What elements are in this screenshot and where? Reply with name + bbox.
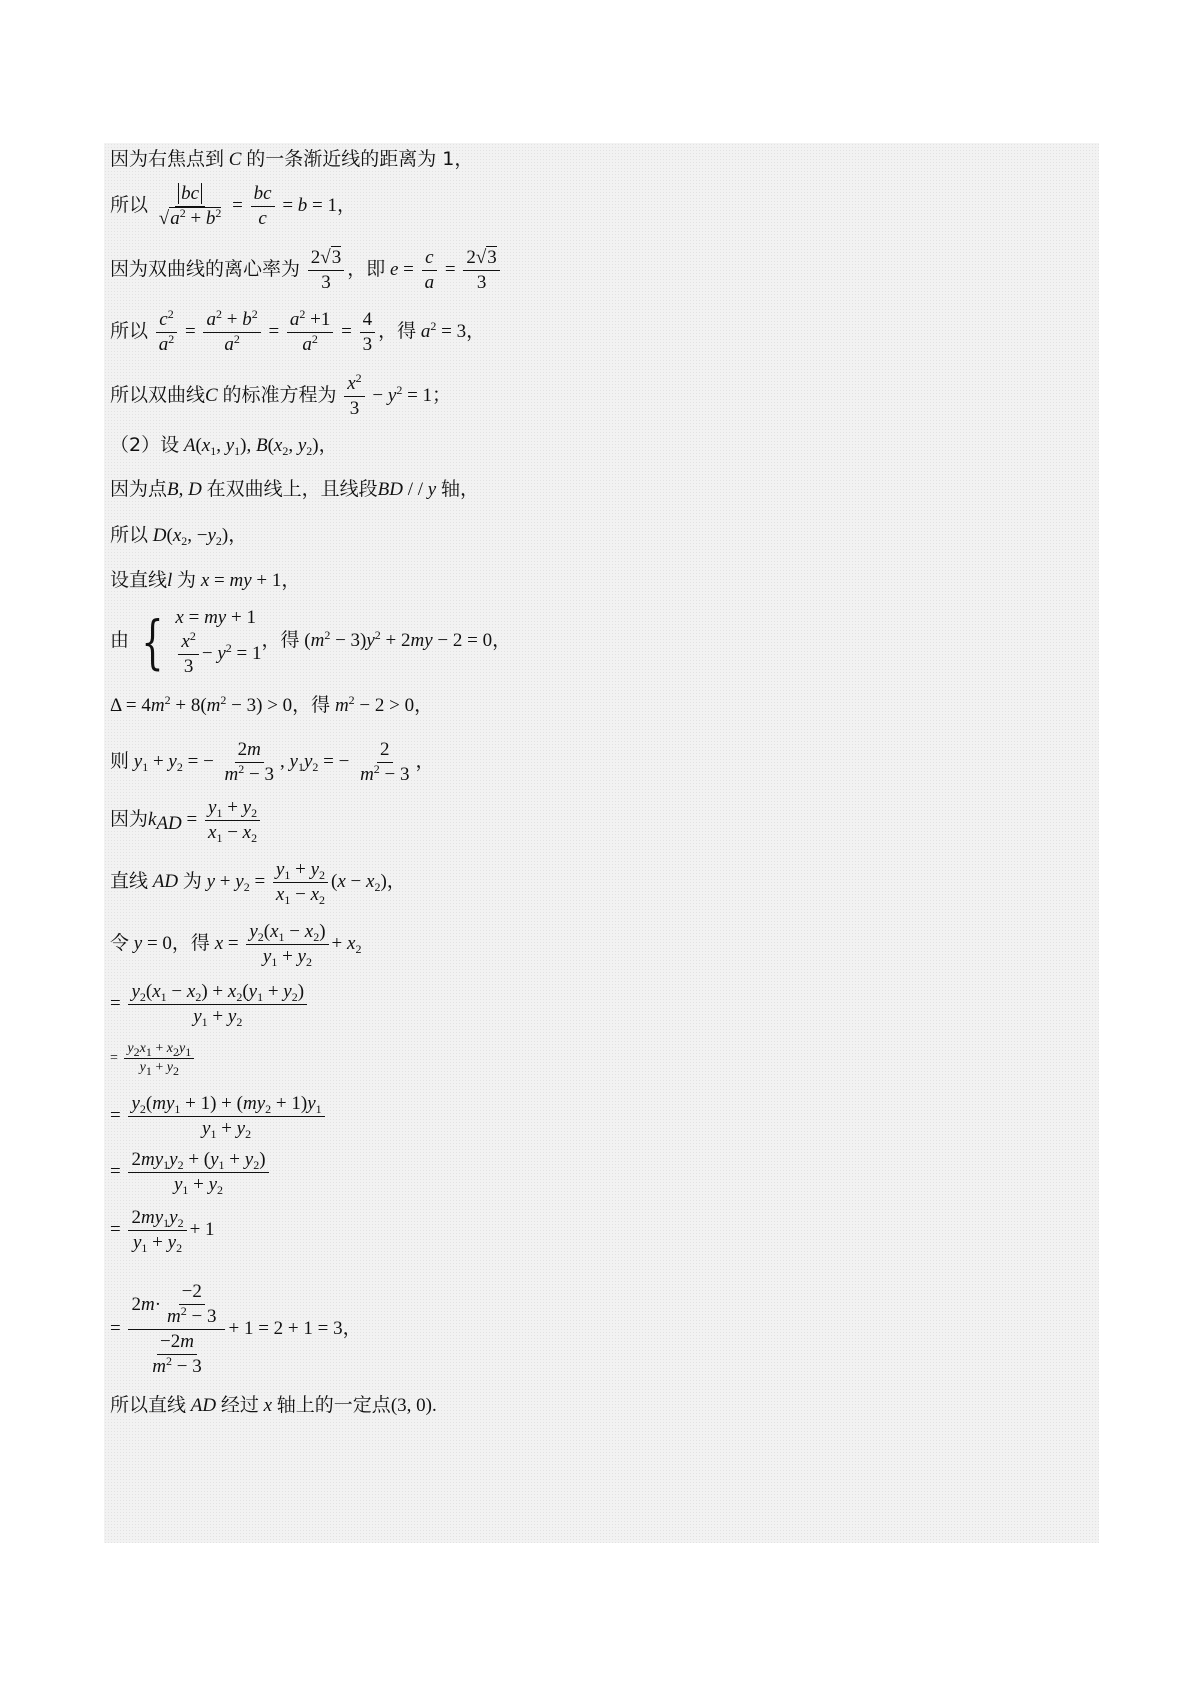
line-21: = 2 m · $\frac{-2}{m^2 - 3}$ $\frac{-2m}{m^2 - 3}$ + 1 = 2 + 1 = 3，	[110, 1281, 362, 1377]
fraction-step-1: $\frac{y_2(x_1 - x_2) + x_2(y_1 + y_2)}{y_1 + y_2}$	[128, 981, 307, 1028]
line-5: 所以双曲线C 的标准方程为 $\frac{x^2}{3}$ − $y^2 = 1$；	[110, 371, 452, 419]
fraction-a21-over-a2: $\frac{a^2 +1}{a^2}$	[287, 309, 333, 356]
text-comma-6: ，	[318, 434, 338, 456]
line-15: 令 y = 0，得 x = $\frac{y_2(x_1 - x_2)}{y_1 + y_2}$ + $x_2$	[110, 921, 362, 969]
fraction-2m-over-m23: $\frac{2m}{m^2 - 3}$	[224, 739, 274, 785]
text-part2: （2）设	[110, 434, 180, 456]
line-4: 所以 $\frac{c^2}{a^2}$ = $\frac{a^2 + b^2}{a^2}$ = $\frac{a^2 +1}{a^2}$ = $\frac{4}{3}$ ，得 $a^2 = 3$，	[110, 307, 486, 355]
text-get-4: ，得	[171, 931, 210, 954]
line-7: 因为点B, D 在双曲线上，且线段BD / / y 轴，	[110, 478, 479, 500]
text-parallel-axis: 轴，	[440, 478, 479, 500]
solution-content	[104, 143, 1099, 1543]
text-is: 为	[177, 569, 197, 591]
fraction-a2b2-over-a2: $\frac{a^2 + b^2}{a^2}$	[203, 309, 260, 356]
text-get-3: ，得	[292, 694, 331, 716]
fraction-bc-over-c: $\frac{bc}{c}$	[251, 183, 275, 230]
line-14: 直线 AD 为 $y + y_2$ = $\frac{y_1 + y_2}{x_1 - x_2}$ $(x - x_2)$，	[110, 859, 406, 907]
text-std-eq: 所以双曲线	[110, 383, 206, 406]
fraction-2sqrt3-over-3-b: $\frac{2√3}{3}$	[463, 247, 499, 294]
text-from: 由	[110, 628, 130, 651]
text-comma-12: ，	[415, 749, 435, 772]
fraction-step-5: $\frac{2my_1y_2}{y_1 + y_2}$	[128, 1207, 186, 1254]
text-std-eq-2: 的标准方程为	[222, 383, 337, 406]
fraction-x2-over-3: $\frac{x^2}{3}$	[344, 373, 364, 420]
text-so-2: 所以	[110, 319, 149, 342]
text-get-1: ，得	[378, 319, 417, 342]
fraction-2sqrt3-over-3-a: $\frac{2√3}{3}$	[308, 247, 344, 294]
text-eccentricity: 因为双曲线的离心率为	[110, 257, 301, 280]
text-conclusion-2: 经过	[220, 1394, 259, 1416]
text-comma-11: ，	[414, 694, 434, 716]
line-18: = $\frac{y_2(my_1 + 1) + (my_2 + 1)y_1}{y_1 + y_2}$	[110, 1093, 328, 1140]
text-let: 令	[110, 931, 130, 954]
text-comma-10: ，	[492, 628, 512, 651]
line-22: 所以直线 AD 经过 x 轴上的一定点(3, 0).	[110, 1394, 437, 1416]
line-10: 由 { x = my + 1 $\frac{x^2}{3}$ − $y^2 = 1$ ，得 $(m^2 - 3)y^2 + 2my - 2 = 0$，	[110, 607, 512, 677]
text-comma-21: ，	[342, 1316, 362, 1339]
text-line-ad: 直线	[110, 869, 149, 892]
line-3: 因为双曲线的离心率为 $\frac{2√3}{3}$ ，即 e = $\frac{c}{a}$ = $\frac{2√3}{3}$	[110, 247, 503, 294]
text-period: .	[431, 1395, 437, 1416]
fraction-c2-over-a2: $\frac{c^2}{a^2}$	[156, 309, 178, 356]
fraction-2-over-m23: $\frac{2}{m^2 - 3}$	[360, 739, 410, 785]
text-comma-8: ，	[228, 524, 248, 546]
fraction-c-over-a: $\frac{c}{a}$	[422, 247, 438, 294]
text-conclusion-1: 所以直线	[110, 1394, 187, 1416]
line-11: $\Delta = 4m^2 + 8(m^2 - 3) > 0$，得 $m^2 - 2 > 0$，	[110, 693, 434, 716]
line-20: = $\frac{2my_1y_2}{y_1 + y_2}$ + 1	[110, 1207, 215, 1255]
text-comma-14: ，	[386, 869, 406, 892]
line-8: 所以 $D(x_2$, $-y_2$)，	[110, 524, 248, 548]
text-so-1: 所以	[110, 193, 149, 216]
line-1: 因为右焦点到 C 的一条渐近线的距离为 1，	[110, 148, 474, 170]
text-then: 则	[110, 749, 130, 772]
fraction-bc-over-sqrt: $\frac{bc}{√a^2 + b^2}$	[158, 183, 222, 229]
fraction-4-over-3: $\frac{4}{3}$	[360, 309, 376, 356]
text-comma-4: ，	[466, 319, 486, 342]
equation-system: x = my + 1 $\frac{x^2}{3}$ − $y^2 = 1$	[175, 607, 262, 677]
line-19: = $\frac{2my_1y_2 + (y_1 + y_2)}{y_1 + y_2}$	[110, 1149, 272, 1196]
text-ie: ，即	[347, 257, 386, 280]
text-comma-2: ，	[337, 193, 357, 216]
text-because-2: 因为	[110, 807, 149, 830]
text-is-2: 为	[182, 869, 202, 892]
line-9: 设直线l 为 x = my + 1，	[110, 569, 301, 591]
fraction-slope-ad: $\frac{y_1 + y_2}{x_1 - x_2}$	[273, 859, 328, 906]
text-because-1: 因为	[110, 148, 149, 170]
fraction-step-6: 2 m · $\frac{-2}{m^2 - 3}$ $\frac{-2m}{m^2 - 3}$	[128, 1281, 225, 1378]
text-so-3: 所以	[110, 524, 149, 546]
text-comma-9: ，	[281, 569, 301, 591]
text-on-hyperbola: 在双曲线上，且线段	[206, 478, 378, 500]
fraction-kad: $\frac{y_1 + y_2}{x_1 - x_2}$	[205, 797, 260, 844]
fraction-step-4: $\frac{2my_1y_2 + (y_1 + y_2)}{y_1 + y_2}$	[128, 1149, 268, 1196]
line-13: 因为$k_{AD}$ = $\frac{y_1 + y_2}{x_1 - x_2}$	[110, 797, 263, 844]
line-2: 所以 $\frac{bc}{√a^2 + b^2}$ = $\frac{bc}{c}$ = b = 1，	[110, 183, 357, 229]
text-get-2: ，得	[261, 628, 300, 651]
text-semicolon: ；	[432, 383, 452, 406]
line-12: 则 $y_1 + y_2$ = − $\frac{2m}{m^2 - 3}$ , $y_1y_2$ = − $\frac{2}{m^2 - 3}$ ，	[110, 739, 435, 785]
text-set-line: 设直线	[110, 569, 168, 591]
line-17: = $\frac{y_2x_1 + x_2y_1}{y_1 + y_2}$	[110, 1041, 197, 1076]
fraction-step-3: $\frac{y_2(my_1 + 1) + (my_2 + 1)y_1}{y_1 + y_2}$	[128, 1093, 324, 1140]
fraction-step-0: $\frac{y_2(x_1 - x_2)}{y_1 + y_2}$	[246, 921, 328, 968]
line-6: （2）设 $A(x_1$, $y_1$), $B(x_2$, $y_2$)，	[110, 434, 338, 458]
text-conclusion-3: 轴上的一定点	[276, 1394, 391, 1416]
line-16: = $\frac{y_2(x_1 - x_2) + x_2(y_1 + y_2)}{y_1 + y_2}$	[110, 981, 310, 1028]
text-right-focus: 右焦点到	[148, 148, 225, 170]
fraction-step-2: $\frac{y_2x_1 + x_2y_1}{y_1 + y_2}$	[124, 1041, 194, 1076]
text-points-on: 因为点	[110, 478, 168, 500]
text-distance: 的一条渐近线的距离为 1，	[246, 148, 474, 170]
